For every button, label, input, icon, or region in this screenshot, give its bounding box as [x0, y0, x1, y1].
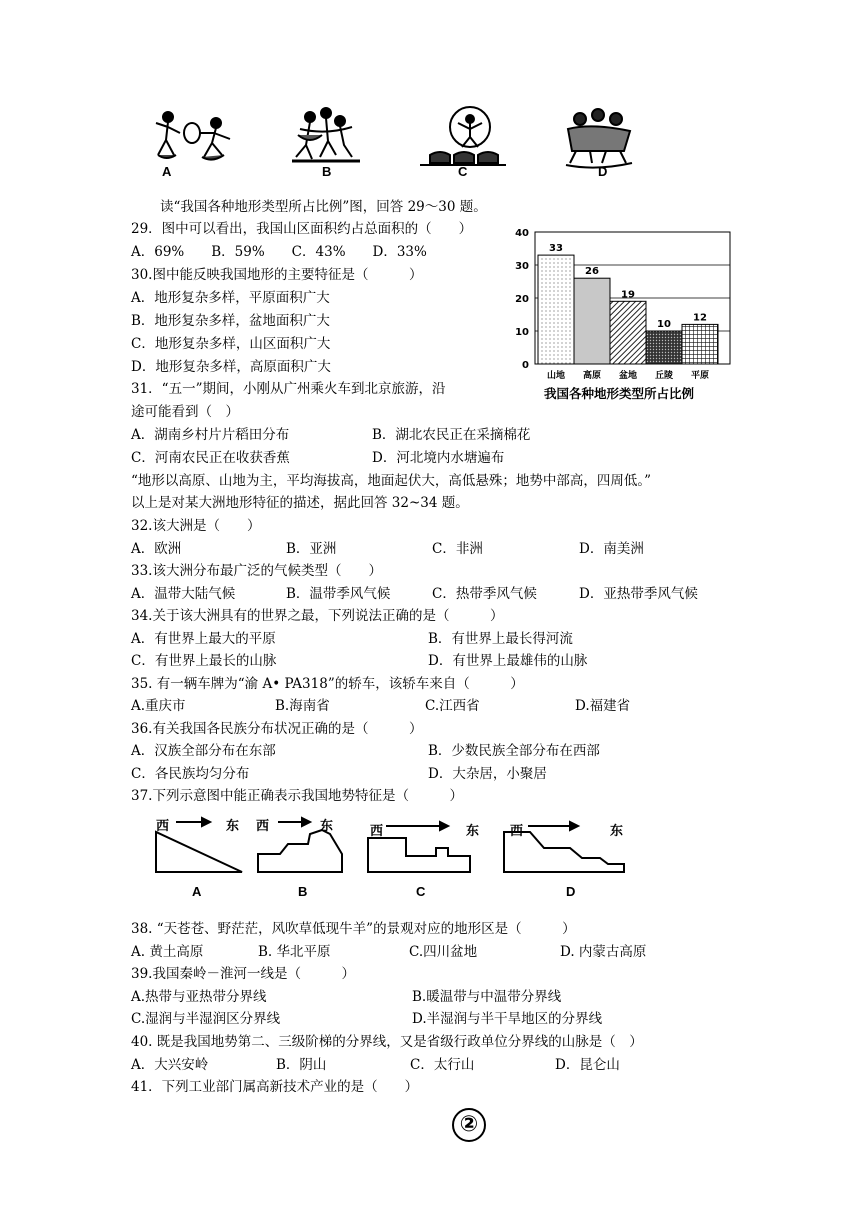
question-35-option-c: C.江西省 [425, 698, 480, 714]
profile-b [258, 830, 342, 872]
dance-figure-d [566, 109, 632, 168]
bar-value-label: 26 [585, 266, 599, 278]
question-40-option-b: B．阴山 [276, 1057, 327, 1073]
bar-4 [646, 331, 682, 364]
question-31: 31．“五一”期间，小刚从广州乘火车到北京旅游，沿 [131, 381, 446, 397]
question-32-option-b: B．亚洲 [286, 541, 337, 557]
question-41: 41．下列工业部门属高新技术产业的是（ ） [131, 1079, 419, 1095]
question-39: 39.我国秦岭－淮河一线是（ ） [131, 966, 355, 982]
question-31-option-a: A．湖南乡村片片稻田分布 [131, 427, 290, 443]
question-38-option-b: B. 华北平原 [258, 944, 331, 960]
question-33-option-c: C．热带季风气候 [432, 586, 537, 602]
question-39-option-d: D.半湿润与半干旱地区的分界线 [412, 1011, 603, 1027]
category-label: 平原 [690, 371, 710, 381]
continent-quote-instruction: 以上是对某大洲地形特征的描述，据此回答 32~34 题。 [131, 495, 469, 511]
question-35: 35. 有一辆车牌为“渝 A• PA318”的轿车，该轿车来自（ ） [131, 676, 524, 692]
question-30-option-b: B．地形复杂多样，盆地面积广大 [131, 313, 330, 329]
profile-label-a: A [192, 884, 202, 899]
profile-a [156, 832, 242, 872]
dance-figure-a [156, 112, 230, 160]
question-36: 36.有关我国各民族分布状况正确的是（ ） [131, 721, 423, 737]
question-39-option-b: B.暖温带与中温带分界线 [412, 989, 562, 1005]
question-40: 40. 既是我国地势第二、三级阶梯的分界线，又是省级行政单位分界线的山脉是（ ） [131, 1034, 643, 1050]
question-32-option-d: D．南美洲 [579, 541, 644, 557]
question-31-option-c: C．河南农民正在收获香蕉 [131, 450, 290, 466]
east-label-d: 东 [610, 823, 624, 838]
bar-2 [574, 278, 610, 364]
question-34-option-c: C．有世界上最长的山脉 [131, 653, 277, 669]
question-29: 29．图中可以看出，我国山区面积约占总面积的（ ） [131, 221, 473, 237]
category-label: 盆地 [618, 371, 638, 381]
west-label-c: 西 [370, 823, 384, 838]
question-39-option-c: C.湿润与半湿润区分界线 [131, 1011, 281, 1027]
question-38-option-a: A. 黄土高原 [131, 944, 204, 960]
question-31-continued: 途可能看到（ ） [131, 404, 239, 420]
question-38: 38. “天苍苍、野茫茫，风吹草低现牛羊”的景观对应的地形区是（ ） [131, 921, 576, 937]
dance-label-d: D [598, 164, 608, 179]
bar-value-label: 33 [549, 243, 563, 255]
chart-title: 我国各种地形类型所占比例 [543, 386, 695, 401]
y-tick-label: 10 [515, 327, 529, 338]
bar-value-label: 10 [657, 319, 671, 330]
bar-value-label: 19 [621, 289, 635, 301]
intro-29-30: 读“我国各种地形类型所占比例”图，回答 29～30 题。 [160, 199, 487, 215]
dance-label-a: A [162, 164, 172, 179]
dance-label-c: C [458, 164, 468, 179]
ethnic-dance-figures [140, 105, 660, 180]
question-32-option-a: A．欧洲 [131, 541, 182, 557]
question-32-option-c: C．非洲 [432, 541, 483, 557]
bar-value-label: 12 [693, 312, 707, 324]
question-35-option-d: D.福建省 [575, 698, 631, 714]
profile-label-d: D [566, 884, 576, 899]
question-31-option-b: B．湖北农民正在采摘棉花 [372, 427, 531, 443]
question-34: 34.关于该大洲具有的世界之最，下列说法正确的是（ ） [131, 608, 504, 624]
question-33: 33.该大洲分布最广泛的气候类型（ ） [131, 563, 382, 579]
question-36-option-c: C．各民族均匀分布 [131, 766, 250, 782]
dance-label-b: B [322, 164, 332, 179]
question-31-option-d: D．河北境内水塘遍布 [372, 450, 505, 466]
east-label-c: 东 [466, 823, 480, 838]
question-30-option-d: D．地形复杂多样，高原面积广大 [131, 359, 331, 375]
question-33-option-a: A．温带大陆气候 [131, 586, 236, 602]
question-29-options: A．69% B．59% C．43% D．33% [131, 244, 427, 260]
y-tick-label: 0 [522, 360, 529, 371]
question-32: 32.该大洲是（ ） [131, 518, 261, 534]
question-36-option-b: B．少数民族全部分布在西部 [428, 743, 600, 759]
east-label-b: 东 [320, 818, 334, 833]
question-36-option-a: A．汉族全部分布在东部 [131, 743, 276, 759]
category-label: 高原 [582, 371, 602, 381]
question-39-option-a: A.热带与亚热带分界线 [131, 989, 267, 1005]
profile-label-c: C [416, 884, 426, 899]
page-number: ② [452, 1108, 486, 1142]
question-30-option-a: A．地形复杂多样，平原面积广大 [131, 290, 330, 306]
y-tick-label: 30 [515, 261, 529, 272]
question-40-option-d: D．昆仑山 [555, 1057, 620, 1073]
west-label-a: 西 [156, 818, 170, 833]
profile-label-b: B [298, 884, 308, 899]
question-38-option-d: D. 内蒙古高原 [560, 944, 647, 960]
west-label-d: 西 [510, 823, 524, 838]
profile-c [368, 838, 470, 872]
question-35-option-b: B.海南省 [275, 698, 330, 714]
east-label-a: 东 [226, 818, 240, 833]
bar-1 [538, 255, 574, 364]
bar-5 [682, 324, 718, 364]
question-33-option-d: D．亚热带季风气候 [579, 586, 698, 602]
y-tick-label: 20 [515, 294, 529, 305]
question-30-option-c: C．地形复杂多样，山区面积广大 [131, 336, 331, 352]
question-34-option-a: A．有世界上最大的平原 [131, 631, 276, 647]
question-36-option-d: D．大杂居，小聚居 [428, 766, 547, 782]
continent-quote: “地形以高原、山地为主，平均海拔高，地面起伏大，高低悬殊；地势中部高，四周低。” [131, 473, 652, 489]
question-30: 30.图中能反映我国地形的主要特征是（ ） [131, 267, 423, 283]
y-tick-label: 40 [515, 228, 529, 239]
question-38-option-c: C.四川盆地 [409, 944, 478, 960]
question-33-option-b: B．温带季风气候 [286, 586, 391, 602]
dance-figure-c [420, 107, 506, 165]
question-40-option-a: A．大兴安岭 [131, 1057, 209, 1073]
category-label: 山地 [546, 371, 566, 381]
dance-figure-b [292, 108, 360, 161]
question-34-option-d: D．有世界上最雄伟的山脉 [428, 653, 588, 669]
west-label-b: 西 [256, 818, 270, 833]
question-35-option-a: A.重庆市 [131, 698, 186, 714]
question-40-option-c: C．太行山 [410, 1057, 475, 1073]
category-label: 丘陵 [654, 371, 674, 381]
question-34-option-b: B．有世界上最长得河流 [428, 631, 573, 647]
question-37: 37.下列示意图中能正确表示我国地势特征是（ ） [131, 788, 463, 804]
bar-3 [610, 301, 646, 364]
terrain-proportion-chart [505, 222, 735, 407]
